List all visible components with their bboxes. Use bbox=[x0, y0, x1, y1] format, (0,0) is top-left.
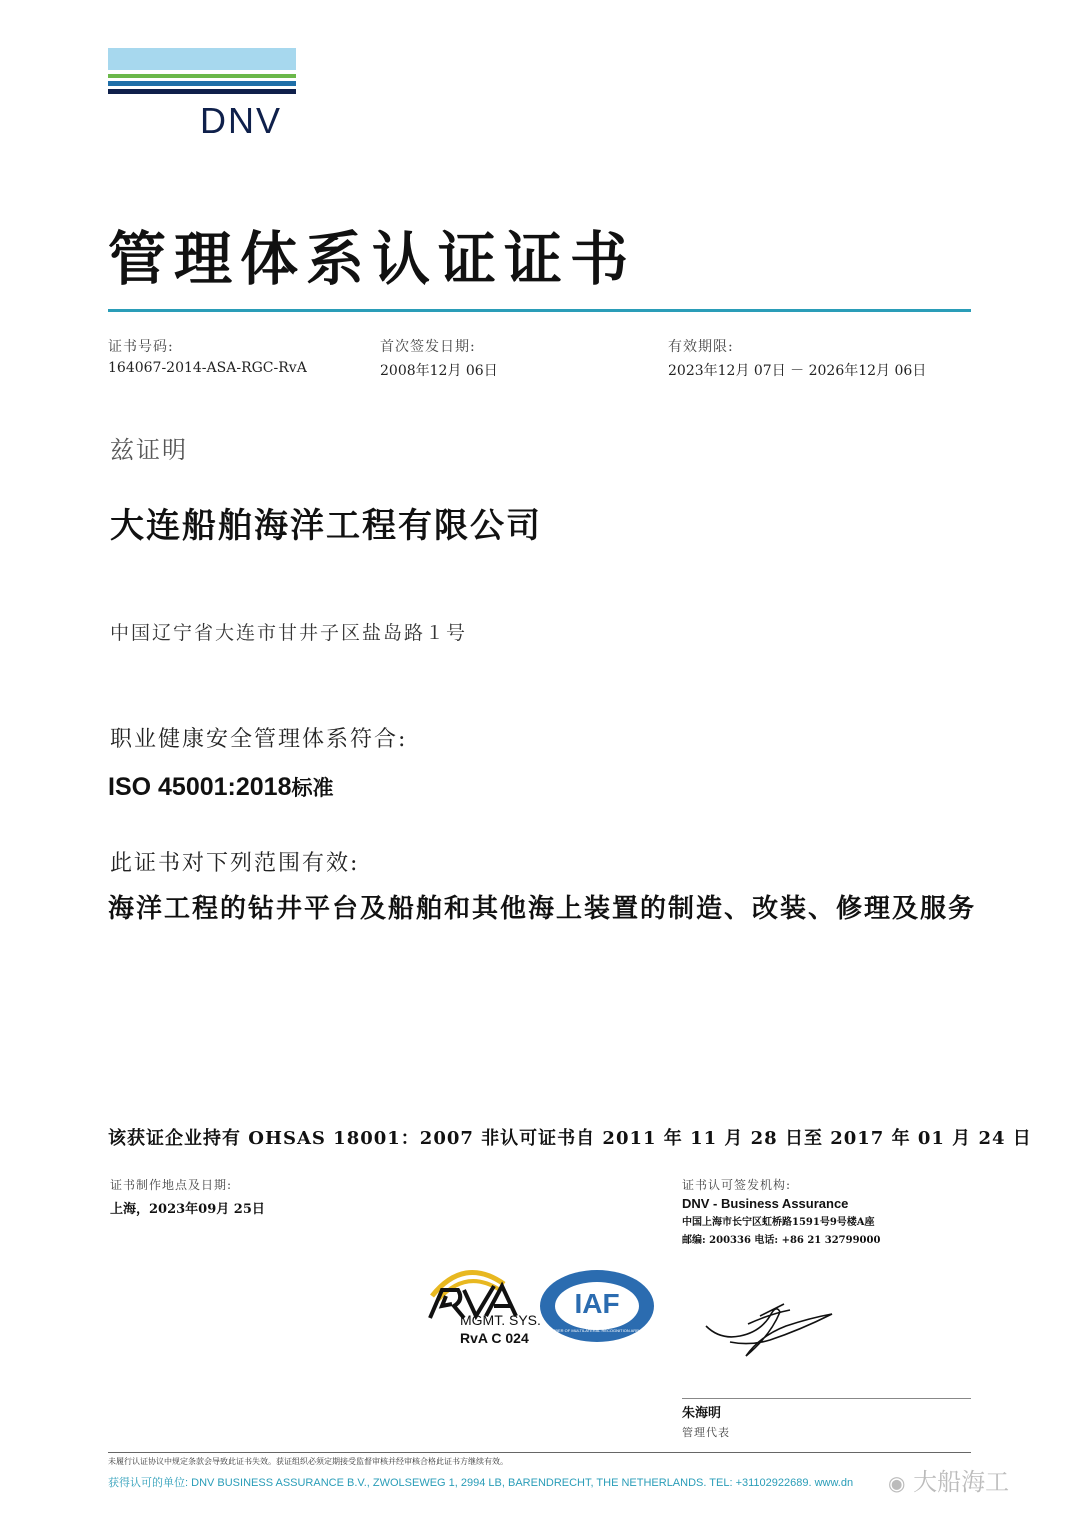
footer-accreditation bbox=[108, 1474, 853, 1490]
iaf-text: IAF bbox=[574, 1288, 620, 1319]
standard-suffix: 标准 bbox=[291, 775, 334, 800]
signature-image bbox=[700, 1296, 840, 1366]
iaf-logo bbox=[538, 1268, 662, 1344]
signatory-title: 管理代表 bbox=[682, 1426, 730, 1439]
wechat-watermark bbox=[888, 1462, 1009, 1497]
title-divider bbox=[108, 309, 971, 312]
dnv-logo-bars bbox=[108, 48, 296, 94]
cert-no-value: 164067-2014-ASA-RGC-RvA bbox=[108, 360, 307, 376]
footer-accreditation-text: DNV BUSINESS ASSURANCE B.V., ZWOLSEWEG 1, 2994 LB, BARENDRECHT, THE NETHERLANDS. TEL: +31102922689. www.dn bbox=[188, 1477, 854, 1489]
standard-line bbox=[108, 772, 333, 802]
rva-text-1: MGMT. SYS. bbox=[460, 1312, 541, 1328]
rva-logo bbox=[424, 1256, 541, 1356]
watermark-text: 大船海工 bbox=[913, 1468, 1010, 1496]
iaf-ring-text: MEMBER OF MULTILATERAL RECOGNITION ARRANGEMENT bbox=[546, 1328, 662, 1333]
certify-text: 兹证明 bbox=[110, 436, 188, 464]
issue-place-label: 证书制作地点及日期: bbox=[110, 1178, 233, 1192]
issuer-address: 中国上海市长宁区虹桥路1591号9号楼A座 bbox=[682, 1217, 875, 1228]
rva-text-2: RvA C 024 bbox=[460, 1330, 529, 1346]
standard-code: ISO 45001:2018 bbox=[108, 773, 292, 801]
scope-text: 海洋工程的钻井平台及船舶和其他海上装置的制造、改装、修理及服务 bbox=[108, 894, 977, 924]
ohsas-note: 该获证企业持有 OHSAS 18001：2007 非认可证书自 2011 年 11 月 28 日至 2017 年 01 月 24 日 bbox=[108, 1128, 1032, 1149]
handwritten-signature-icon bbox=[700, 1296, 840, 1366]
company-name: 大连船舶海洋工程有限公司 bbox=[110, 506, 542, 546]
signatory-name: 朱海明 bbox=[682, 1406, 722, 1421]
issuer-label: 证书认可签发机构: bbox=[682, 1178, 792, 1192]
wechat-icon: ◉ bbox=[888, 1471, 906, 1495]
scope-label: 此证书对下列范围有效: bbox=[110, 851, 360, 876]
footer-note: 未履行认证协议中规定条款会导致此证书失效。获证组织必须定期接受监督审核并经审核合格此证书方继续有效。 bbox=[108, 1457, 508, 1466]
issue-place-value: 上海，2023年09月 25日 bbox=[110, 1202, 265, 1217]
first-issue-value: 2008年12月 06日 bbox=[380, 363, 498, 379]
first-issue-label: 首次签发日期: bbox=[380, 339, 476, 355]
issuer-contact: 邮编: 200336 电话: +86 21 32799000 bbox=[682, 1235, 881, 1246]
conform-label: 职业健康安全管理体系符合: bbox=[110, 727, 408, 752]
dnv-logo-text: DNV bbox=[200, 100, 283, 141]
validity-value: 2023年12月 07日 － 2026年12月 06日 bbox=[668, 363, 927, 379]
footer-accreditation-label: 获得认可的单位: bbox=[108, 1477, 189, 1489]
certificate-title: 管理体系认证证书 bbox=[108, 225, 637, 293]
company-address: 中国辽宁省大连市甘井子区盐岛路１号 bbox=[110, 622, 468, 644]
validity-label: 有效期限: bbox=[668, 339, 734, 355]
cert-no-label: 证书号码: bbox=[108, 339, 174, 355]
footer-divider bbox=[108, 1452, 971, 1453]
signature-line bbox=[682, 1398, 971, 1399]
issuer-name: DNV - Business Assurance bbox=[682, 1196, 849, 1211]
